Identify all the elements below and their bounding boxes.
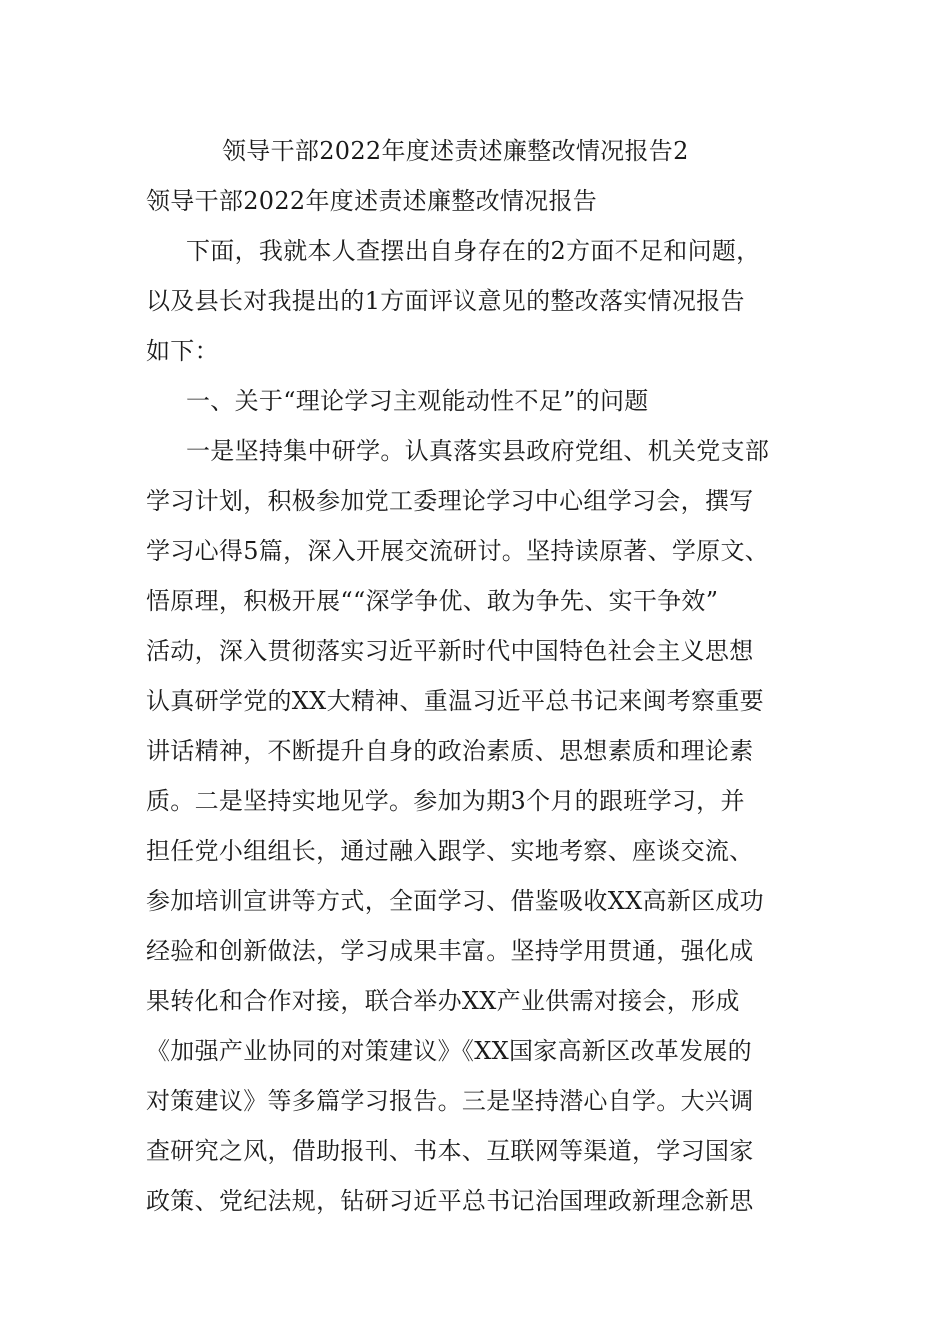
paragraph-line: 学习计划，积极参加党工委理论学习中心组学习会，撰写	[146, 487, 754, 515]
section-heading: 一、关于“理论学习主观能动性不足”的问题	[186, 387, 649, 415]
paragraph-line: 《加强产业协同的对策建议》《XX国家高新区改革发展的	[146, 1037, 752, 1065]
paragraph-line: 政策、党纪法规，钻研习近平总书记治国理政新理念新思	[146, 1187, 754, 1215]
paragraph-line: 认真研学党的XX大精神、重温习近平总书记来闽考察重要	[146, 687, 764, 715]
paragraph-line: 以及县长对我提出的1方面评议意见的整改落实情况报告	[146, 287, 745, 315]
paragraph-line: 质。二是坚持实地见学。参加为期3个月的跟班学习，并	[146, 787, 745, 815]
paragraph-line: 经验和创新做法，学习成果丰富。坚持学用贯通，强化成	[146, 937, 754, 965]
paragraph-line: 下面，我就本人查摆出自身存在的2方面不足和问题，	[186, 237, 761, 265]
paragraph-line: 一是坚持集中研学。认真落实县政府党组、机关党支部	[186, 437, 770, 465]
paragraph-line: 学习心得5篇，深入开展交流研讨。坚持读原著、学原文、	[146, 537, 770, 565]
document-subtitle: 领导干部2022年度述责述廉整改情况报告	[146, 187, 598, 215]
paragraph-line: 对策建议》等多篇学习报告。三是坚持潜心自学。大兴调	[146, 1087, 754, 1115]
paragraph-line: 活动，深入贯彻落实习近平新时代中国特色社会主义思想	[146, 637, 754, 665]
paragraph-line: 参加培训宣讲等方式，全面学习、借鉴吸收XX高新区成功	[146, 887, 764, 915]
paragraph-line: 查研究之风，借助报刊、书本、互联网等渠道，学习国家	[146, 1137, 754, 1165]
document-title: 领导干部2022年度述责述廉整改情况报告2	[222, 137, 689, 165]
paragraph-line: 悟原理，积极开展““深学争优、敢为争先、实干争效”	[146, 587, 719, 615]
paragraph-line: 讲话精神，不断提升自身的政治素质、思想素质和理论素	[146, 737, 754, 765]
paragraph-line: 担任党小组组长，通过融入跟学、实地考察、座谈交流、	[146, 837, 754, 865]
paragraph-line: 果转化和合作对接，联合举办XX产业供需对接会，形成	[146, 987, 740, 1015]
paragraph-line: 如下：	[146, 337, 219, 365]
